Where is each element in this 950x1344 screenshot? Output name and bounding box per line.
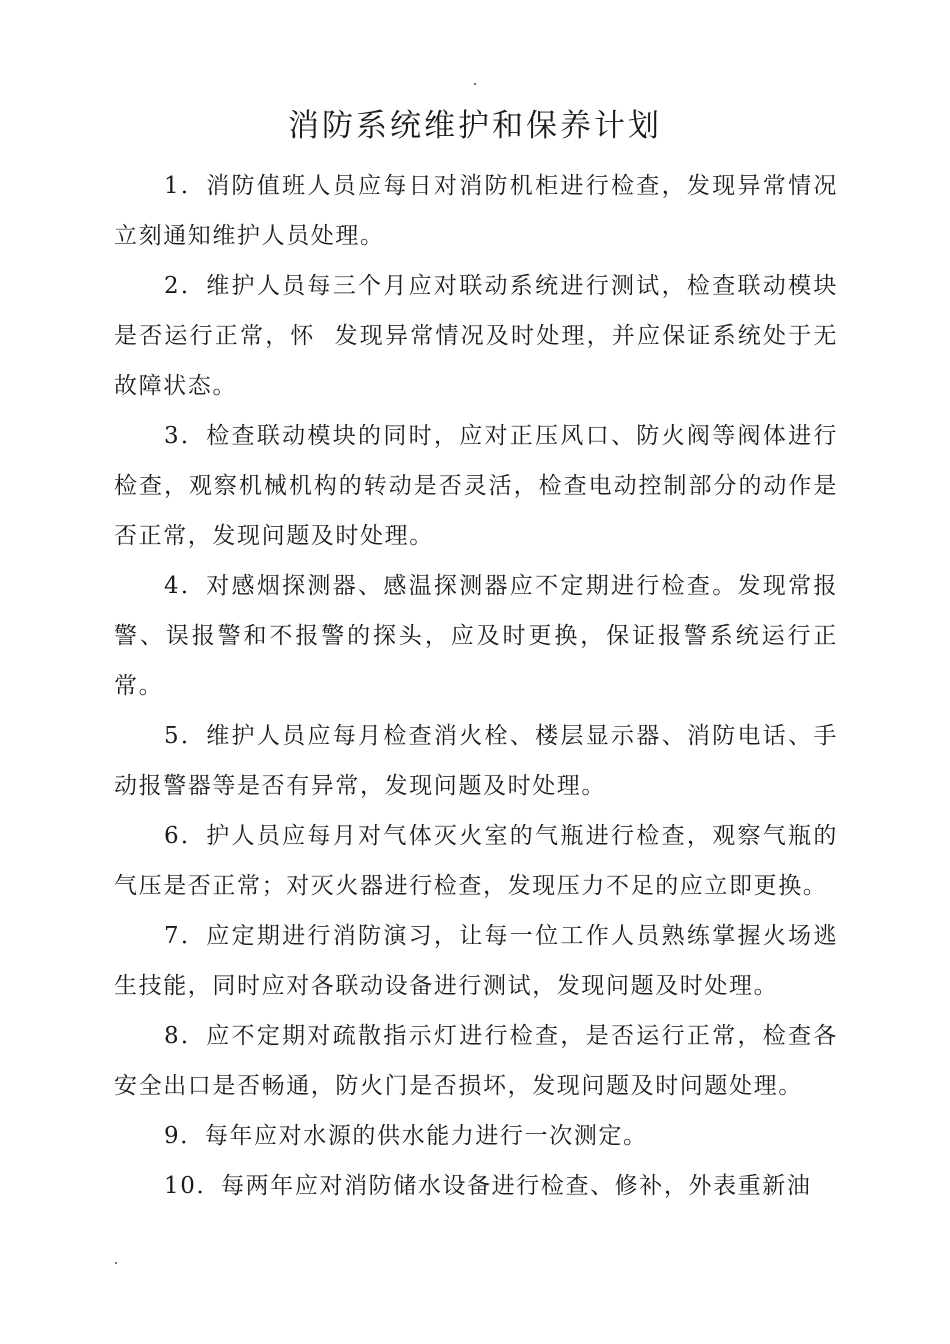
paragraph-5: 5．维护人员应每月检查消火栓、楼层显示器、消防电话、手动报警器等是否有异常，发现问题及时处理。 <box>114 723 838 799</box>
paragraph-2: 2．维护人员每三个月应对联动系统进行测试，检查联动模块是否运行正常，怀 发现异常情况及时处理，并应保证系统处于无故障状态。 <box>114 273 838 399</box>
page-mark-top <box>474 83 476 85</box>
page-mark-bottom <box>115 1262 117 1264</box>
paragraph-6: 6．护人员应每月对气体灭火室的气瓶进行检查，观察气瓶的气压是否正常；对灭火器进行检查，发现压力不足的应立即更换。 <box>114 823 838 899</box>
document-title: 消防系统维护和保养计划 <box>288 108 662 144</box>
paragraph-10: 10．每两年应对消防储水设备进行检查、修补，外表重新油 <box>164 1173 812 1199</box>
paragraph-3: 3．检查联动模块的同时，应对正压风口、防火阀等阀体进行检查，观察机械机构的转动是否灵活，检查电动控制部分的动作是否正常，发现问题及时处理。 <box>114 423 838 549</box>
paragraph-7: 7．应定期进行消防演习，让每一位工作人员熟练掌握火场逃生技能，同时应对各联动设备进行测试，发现问题及时处理。 <box>114 923 838 999</box>
paragraph-9: 9．每年应对水源的供水能力进行一次测定。 <box>164 1123 648 1149</box>
paragraph-1: 1．消防值班人员应每日对消防机柜进行检查，发现异常情况立刻通知维护人员处理。 <box>114 173 838 249</box>
document-body <box>114 161 838 1211</box>
paragraph-4: 4．对感烟探测器、感温探测器应不定期进行检查。发现常报警、误报警和不报警的探头，应及时更换，保证报警系统运行正常。 <box>114 573 838 699</box>
paragraph-8: 8．应不定期对疏散指示灯进行检查，是否运行正常，检查各安全出口是否畅通，防火门是否损坏，发现问题及时问题处理。 <box>114 1023 838 1099</box>
